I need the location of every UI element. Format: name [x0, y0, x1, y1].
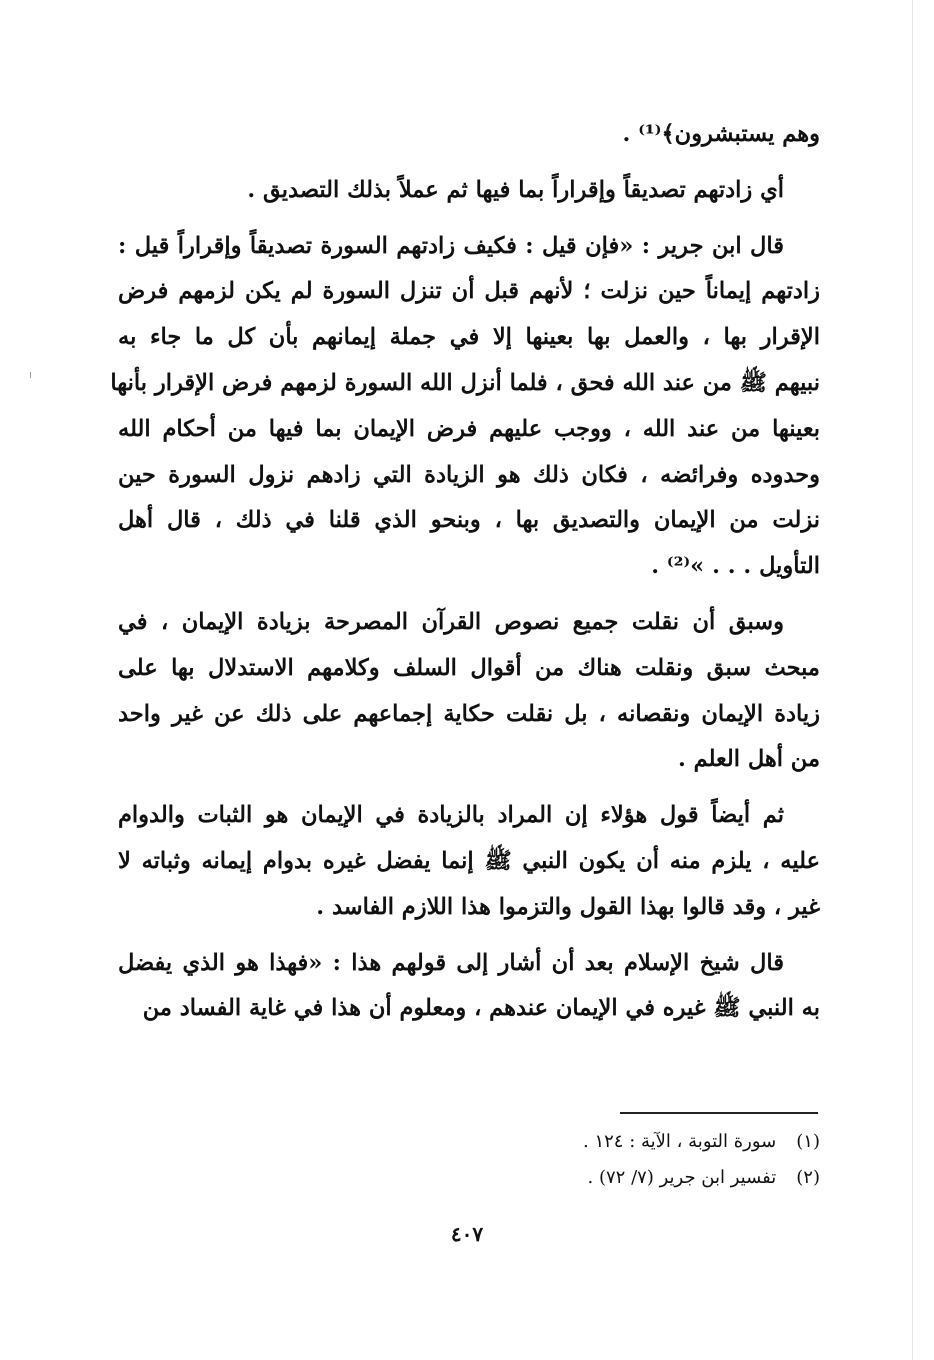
- text-line: ثم أيضاً قول هؤلاء إن المراد بالزيادة في الإيمان هو الثبات والدوام: [118, 802, 784, 829]
- text-line: بعينها من عند الله ، ووجب عليهم فرض الإيمان بما فيها من أحكام الله: [118, 415, 820, 442]
- text-line: نزلت من الإيمان والتصديق بها ، وبنحو الذي قلنا في ذلك ، قال أهل: [118, 507, 820, 534]
- text-line: وسبق أن نقلت جميع نصوص القرآن المصرحة بزيادة الإيمان ، في: [118, 608, 784, 635]
- footnote-2: [118, 1160, 820, 1196]
- footnote-1: [118, 1124, 820, 1160]
- paragraph: [118, 941, 820, 1033]
- main-text: [110, 112, 820, 1042]
- footnote-number: (٢): [796, 1167, 820, 1188]
- page-number: ٤٠٧: [450, 1222, 484, 1246]
- text-line: غير ، وقد قالوا بهذا القول والتزموا هذا اللازم الفاسد .: [316, 893, 820, 920]
- paragraph: [118, 112, 820, 158]
- text-line: نبيهم ﷺ من عند الله فحق ، فلما أنزل الله السورة لزمهم فرض الإقرار بأنها: [110, 369, 820, 396]
- text-line: عليه ، يلزم منه أن يكون النبي ﷺ إنما يفضل غيره بدوام إيمانه وثباته لا: [118, 847, 820, 874]
- paragraph: [118, 168, 820, 214]
- paragraph: [118, 600, 820, 783]
- text-line: قال ابن جرير : «فإن قيل : فكيف زادتهم السورة تصديقاً وإقراراً قيل :: [118, 232, 784, 259]
- text-line: التأويل . . . »⁽²⁾ .: [651, 553, 820, 580]
- paragraph: [118, 793, 820, 930]
- paragraph: [110, 224, 820, 590]
- text-line: قال شيخ الإسلام بعد أن أشار إلى قولهم هذا : «فهذا هو الذي يفضل: [118, 949, 784, 976]
- text-line: الإقرار بها ، والعمل بها بعينها إلا في جملة إيمانهم بأن كل ما جاء به: [118, 324, 820, 351]
- text-line: به النبي ﷺ غيره في الإيمان عندهم ، ومعلوم أن هذا في غاية الفساد من: [142, 995, 820, 1022]
- footnotes: [118, 1124, 820, 1196]
- text-line: أي زادتهم تصديقاً وإقراراً بما فيها ثم عملاً بذلك التصديق .: [247, 176, 784, 203]
- footnote-text: سورة التوبة ، الآية : ١٢٤ .: [583, 1131, 777, 1152]
- text-line: زيادة الإيمان ونقصانه ، بل نقلت حكاية إجماعهم على ذلك عن غير واحد: [118, 700, 820, 727]
- text-line: من أهل العلم .: [677, 746, 820, 773]
- text-line: وهم يستبشرون﴾⁽¹⁾ .: [622, 121, 820, 147]
- page-edge-line: [912, 0, 913, 1360]
- text-line: وحدوده وفرائضه ، فكان ذلك هو الزيادة التي زادهم نزول السورة حين: [118, 461, 820, 488]
- footnote-number: (١): [796, 1131, 820, 1152]
- text-line: مبحث سبق ونقلت هناك من أقوال السلف وكلامهم الاستدلال بها على: [118, 654, 820, 681]
- footnote-text: تفسير ابن جرير (٧/ ٧٢) .: [587, 1167, 777, 1188]
- footnote-separator: [620, 1112, 818, 1114]
- margin-mark: [30, 372, 31, 378]
- text-line: زادتهم إيماناً حين نزلت ؛ لأنهم قبل أن تنزل السورة لم يكن لزمهم فرض: [118, 278, 820, 305]
